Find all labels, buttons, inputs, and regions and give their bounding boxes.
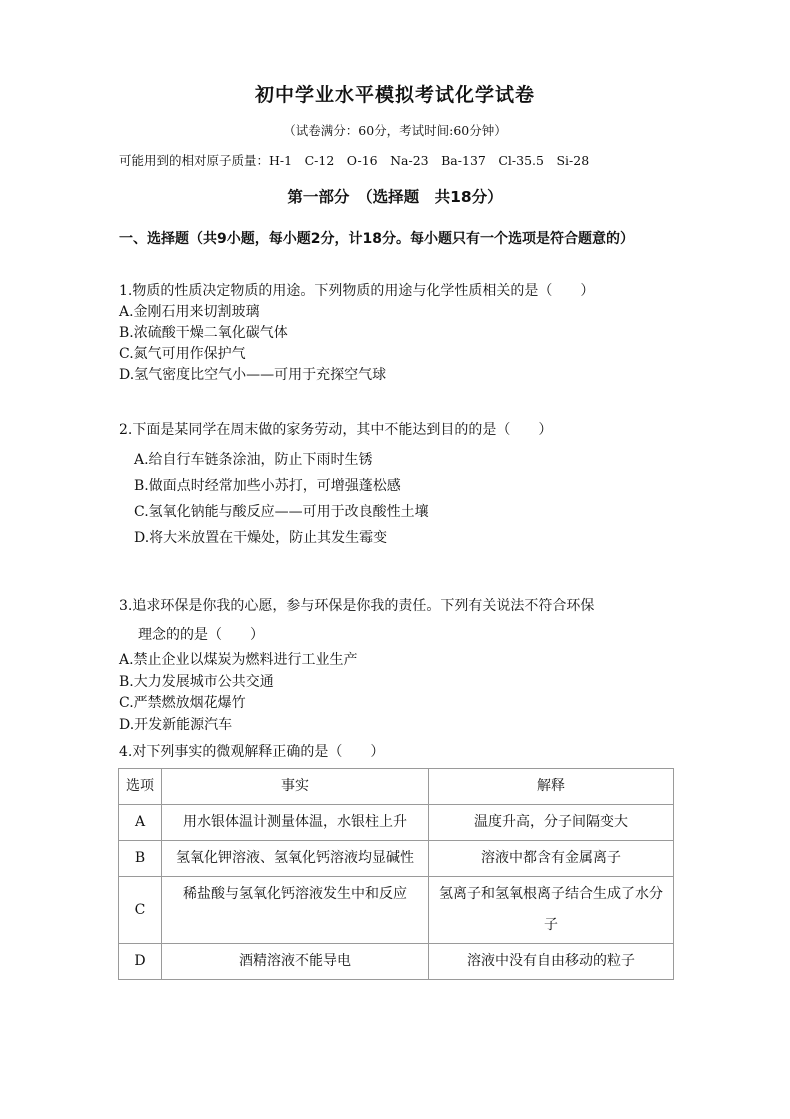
atomic-mass-line: 可能用到的相对原子质量：H-1 C-12 O-16 Na-23 Ba-137 Cl-35.5 Si-28 — [119, 153, 590, 168]
table-cell-explanation: 溶液中都含有金属离子 — [429, 841, 674, 877]
question-stem: 3.追求环保是你我的心愿，参与环保是你我的责任。下列有关说法不符合环保 — [119, 598, 595, 614]
question-stem-continued: 理念的的是（ ） — [138, 627, 264, 643]
option-a: A.给自行车链条涂油，防止下雨时生锈 — [134, 452, 373, 468]
table-cell-option: D — [119, 944, 162, 980]
table-header-explanation: 解释 — [429, 769, 674, 805]
table-row — [119, 841, 674, 877]
exam-title: 初中学业水平模拟考试化学试卷 — [254, 84, 535, 106]
option-b: B.大力发展城市公共交通 — [119, 673, 274, 690]
exam-subtitle: （试卷满分：60分，考试时间:60分钟） — [283, 123, 507, 138]
option-c: C.氮气可用作保护气 — [119, 346, 246, 362]
table-cell-option: B — [119, 841, 162, 877]
table-row — [119, 805, 674, 841]
option-d: D.开发新能源汽车 — [119, 716, 233, 733]
question-3 — [119, 592, 594, 736]
table-cell-option: A — [119, 805, 162, 841]
option-a: A.金刚石用来切割玻璃 — [119, 304, 260, 320]
table-row — [119, 877, 674, 944]
question-4 — [119, 741, 384, 763]
question-stem: 4.对下列事实的微观解释正确的是（ ） — [119, 744, 385, 760]
table-cell-explanation: 温度升高，分子间隔变大 — [429, 805, 674, 841]
question-1 — [119, 280, 594, 386]
question-stem: 1.物质的性质决定物质的用途。下列物质的用途与化学性质相关的是（ ） — [119, 283, 595, 299]
table-cell-fact: 用水银体温计测量体温，水银柱上升 — [162, 805, 429, 841]
table-cell-explanation: 氢离子和氢氧根离子结合生成了水分子 — [429, 877, 674, 944]
table-header-fact: 事实 — [162, 769, 429, 805]
option-b: B.浓硫酸干燥二氧化碳气体 — [119, 325, 288, 341]
table-header-option: 选项 — [119, 769, 162, 805]
option-b: B.做面点时经常加些小苏打，可增强蓬松感 — [134, 478, 401, 494]
table-cell-explanation: 溶液中没有自由移动的粒子 — [429, 944, 674, 980]
table-row — [119, 944, 674, 980]
section-heading: 一、选择题（共9小题，每小题2分，计18分。每小题只有一个选项是符合题意的） — [119, 231, 634, 247]
option-a: A.禁止企业以煤炭为燃料进行工业生产 — [119, 652, 358, 668]
option-c: C.氢氧化钠能与酸反应——可用于改良酸性土壤 — [134, 504, 429, 520]
table-header-row — [119, 769, 674, 805]
explanation-table — [118, 768, 674, 980]
table-cell-fact: 酒精溶液不能导电 — [162, 944, 429, 980]
question-stem: 2.下面是某同学在周末做的家务劳动，其中不能达到目的的是（ ） — [119, 422, 553, 438]
table-cell-fact: 氢氧化钾溶液、氢氧化钙溶液均显碱性 — [162, 841, 429, 877]
table-cell-option: C — [119, 877, 162, 944]
option-c: C.严禁燃放烟花爆竹 — [119, 695, 246, 711]
option-d: D.氢气密度比空气小——可用于充探空气球 — [119, 367, 387, 383]
option-d: D.将大米放置在干燥处，防止其发生霉变 — [134, 530, 388, 546]
table-cell-fact: 稀盐酸与氢氧化钙溶液发生中和反应 — [162, 877, 429, 944]
part-heading: 第一部分 （选择题 共18分） — [287, 188, 503, 206]
question-2 — [119, 419, 552, 551]
